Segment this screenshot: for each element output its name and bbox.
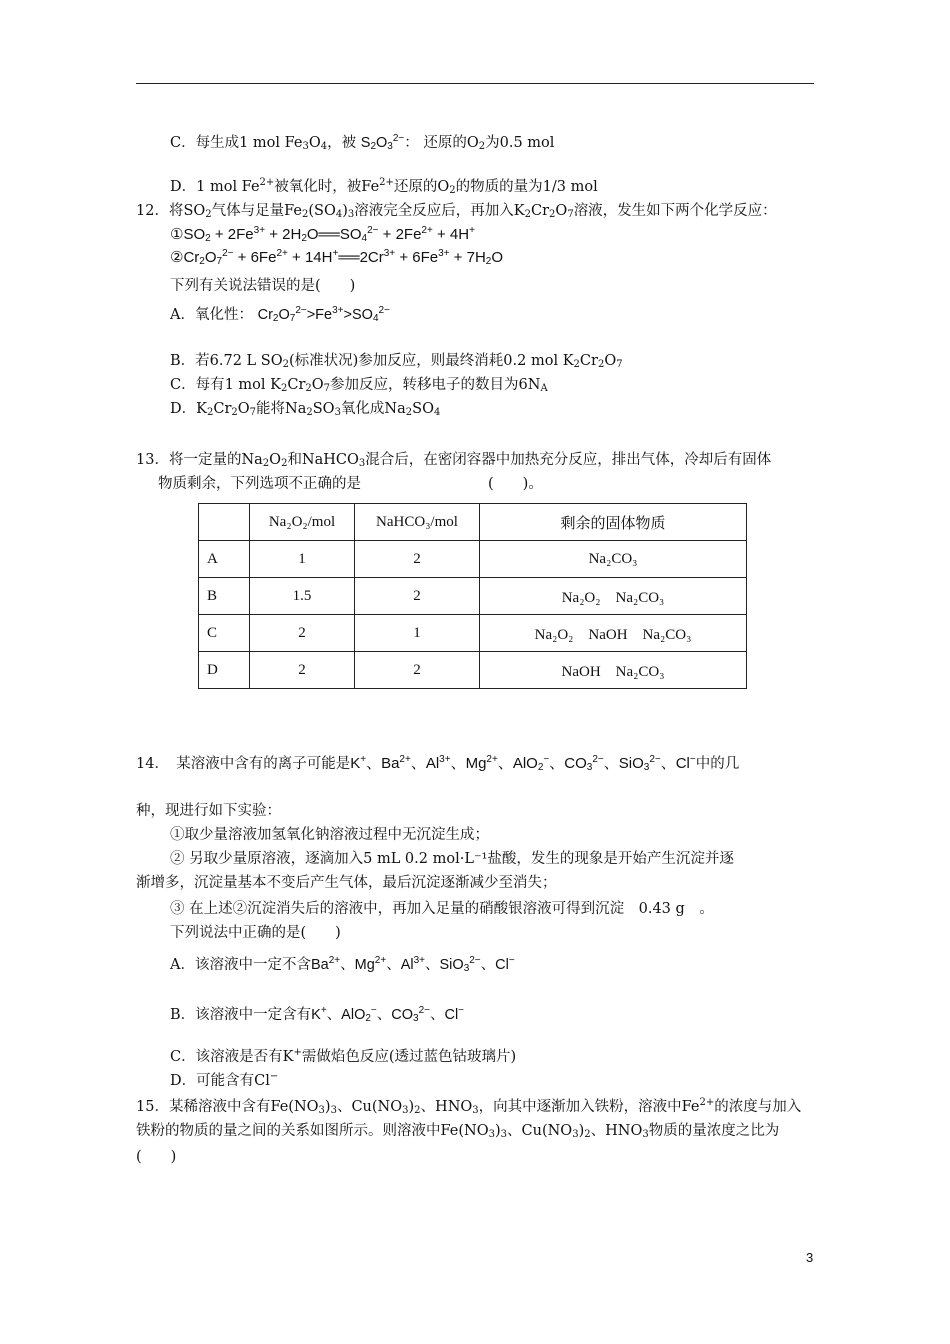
table-cell: 1 [355,615,480,652]
table-row [199,652,747,689]
q11-option-c: C．每生成1 mol $Fe_3O_4$，被 $S_2O_3^{2-}$： 还原的$O_2$为0.5 mol [170,133,555,152]
q14-experiment-2-cont: 渐增多，沉淀量基本不变后产生气体，最后沉淀逐渐减少至消失； [136,875,557,891]
q14-experiment-2: ② 另取少量原溶液，逐滴加入5 mL 0.2 mol·L⁻¹盐酸，发生的现象是开始产生沉淀并逐 [170,851,734,867]
table-cell: 2 [355,652,480,689]
q14-option-b: B．该溶液中一定含有K+、AlO$_2$−、$CO_3^{2-}$、Cl− [170,1005,465,1024]
q13-stem-line2: 物质剩余，下列选项不正确的是 [158,476,361,492]
q12-equation-1: $①SO_2 + 2Fe^{3+}$ + $2H_2O══SO_4^{2-} + 2Fe^{2+} + 4H^+$ [170,225,475,244]
page-number: 3 [806,1250,814,1265]
q14-option-d: D．可能含有Cl− [170,1071,279,1089]
table-cell: B [199,578,250,615]
table-header-cell: 剩余的固体物质 [480,504,747,541]
q14-experiment-1: ①取少量溶液加氢氧化钠溶液过程中无沉淀生成； [170,827,489,843]
table-cell: Na₂CO₃ [480,541,747,578]
table-cell: 1.5 [250,578,355,615]
q14-stem-line1: 14． 某溶液中含有的离子可能是K+、$Ba^{2+}$、$Al^{3+}$、$Mg^{2+}$、AlO$_2$−、$CO_3^{2-}$、SiO$_3^{2-}$、Cl−中的几 [136,754,740,773]
q12-stem: 12．将$SO_2$气体与足量$Fe_2(SO_4)_3$溶液完全反应后，再加入$K_2Cr_2O_7$溶液，发生如下两个化学反应： [136,203,777,220]
q11-option-d: D．1 mol $Fe^{2+}$被氧化时，被$Fe^{2+}$还原的$O_2$的物质的量为1/3 mol [170,177,598,196]
table-cell: 2 [250,652,355,689]
table-cell: 2 [355,541,480,578]
table-cell: Na₂O₂ Na₂CO₃ [480,578,747,615]
q15-answer-paren: ( ) [136,1149,177,1165]
table-cell: 2 [355,578,480,615]
q14-experiment-3: ③ 在上述②沉淀消失后的溶液中，再加入足量的硝酸银溶液可得到沉淀 0.43 g 。 [170,901,714,917]
q15-stem-line1: 15．某稀溶液中含有$Fe(NO_3)_3$、$Cu(NO_3)_2$、$HNO_3$，向其中逐渐加入铁粉，溶液中$Fe^{2+}$的浓度与加入 [136,1097,802,1116]
table-cell: 1 [250,541,355,578]
table-header-row [199,504,747,541]
q12-question: 下列有关说法错误的是( ) [170,278,356,294]
table-cell: NaOH Na₂CO₃ [480,652,747,689]
q14-stem-line2: 种，现进行如下实验： [136,803,281,819]
table-cell: 2 [250,615,355,652]
table-header-cell: Na₂O₂/mol [250,504,355,541]
q12-option-c: C．每有1 mol $K_2Cr_2O_7$参加反应，转移电子的数目为$6N_A$ [170,377,548,394]
q12-option-d: D．$K_2Cr_2O_7$能将$Na_2SO_3$氧化成$Na_2SO_4$ [170,401,441,418]
table-cell: A [199,541,250,578]
table-cell: Na₂O₂ NaOH Na₂CO₃ [480,615,747,652]
q13-stem-line1: 13．将一定量的$Na_2O_2$和NaHCO$_3$混合后，在密闭容器中加热充分反应，排出气体，冷却后有固体 [136,452,772,469]
q13-answer-paren: ( )。 [488,476,543,492]
ion-list: K+、$Ba^{2+}$、$Al^{3+}$、$Mg^{2+}$、AlO$_2$−、$CO_3^{2-}$、SiO$_3^{2-}$、Cl− [350,754,696,773]
q14-option-a: A．该溶液中一定不含$Ba^{2+}$、$Mg^{2+}$、$Al^{3+}$、SiO$_3^{2-}$、Cl− [170,955,515,974]
table-cell: C [199,615,250,652]
q12-equation-2: $②Cr_2O_7^{2-} + 6Fe^{2+}$ + $14H^+══2Cr^{3+} + 6Fe^{3+} + 7H_2O$ [170,248,504,267]
thiosulfate-formula: $S_2O_3^{2-}$ [360,133,405,152]
table-cell: D [199,652,250,689]
table-header-cell: NaHCO₃/mol [355,504,480,541]
table-header-cell [199,504,250,541]
q12-option-a: A．氧化性： $Cr_2O_7^{2-}>Fe^{3+}>SO_4^{2-}$ [170,305,390,324]
table-row [199,615,747,652]
q12-option-b: B．若6.72 L $SO_2$(标准状况)参加反应，则最终消耗0.2 mol $K_2Cr_2O_7$ [170,353,623,370]
q13-table [198,503,747,689]
table-row [199,541,747,578]
table-row [199,578,747,615]
q14-option-c: C．该溶液是否有K+需做焰色反应(透过蓝色钴玻璃片) [170,1047,517,1065]
q15-stem-line2: 铁粉的物质的量之间的关系如图所示。则溶液中$Fe(NO_3)_3$、$Cu(NO_3)_2$、$HNO_3$物质的量浓度之比为 [136,1123,780,1140]
q14-question: 下列说法中正确的是( ) [170,925,341,941]
header-rule [136,83,814,84]
